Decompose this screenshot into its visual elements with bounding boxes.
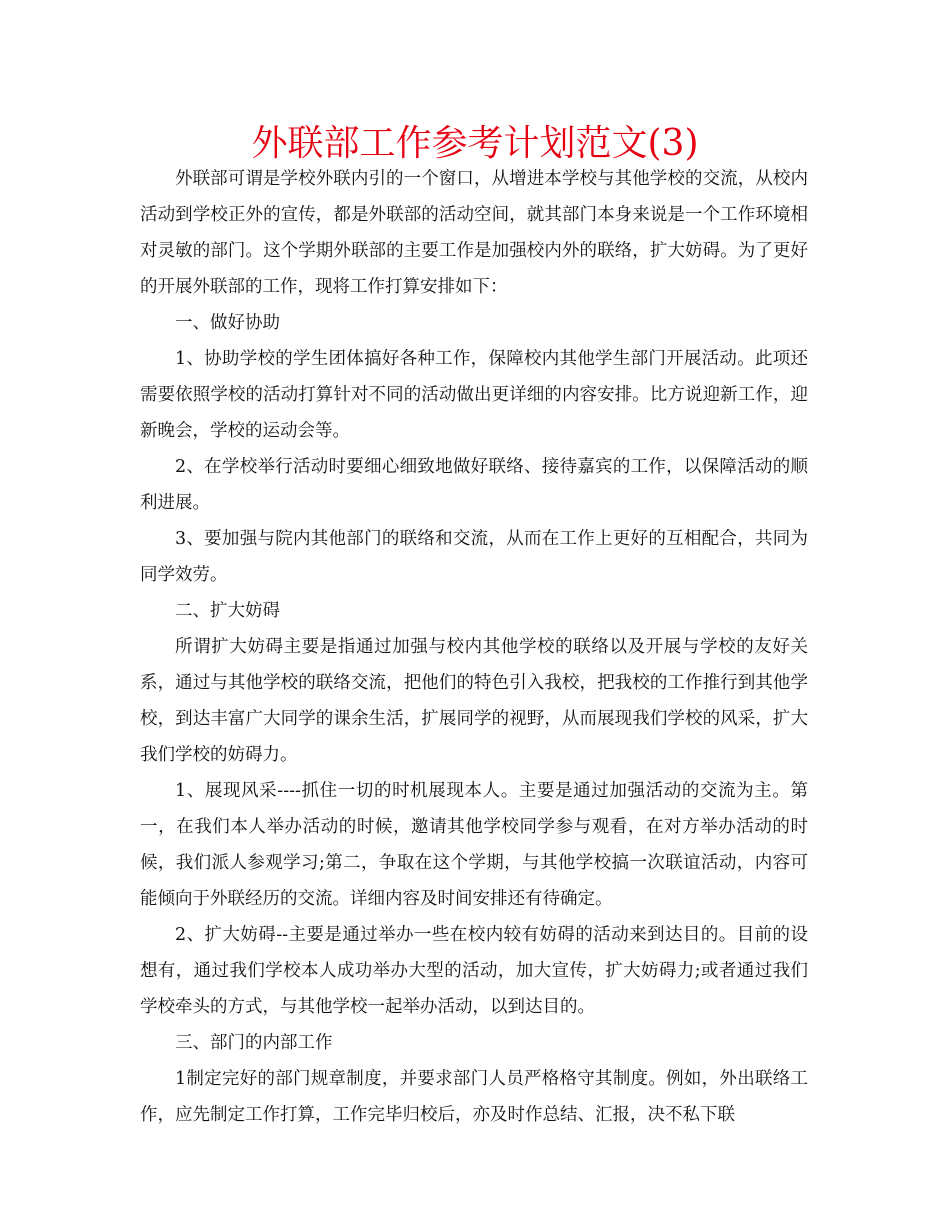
paragraph: 2、在学校举行活动时要细心细致地做好联络、接待嘉宾的工作，以保障活动的顺利进展。 xyxy=(140,457,808,513)
paragraph: 所谓扩大妨碍主要是指通过加强与校内其他学校的联络以及开展与学校的友好关系，通过与其他学校的联络交流，把他们的特色引入我校，把我校的工作推行到其他学校，到达丰富广大同学的课余生活，扩展同学的视野，从而展现我们学校的风采，扩大我们学校的妨碍力。 xyxy=(140,637,808,765)
section-heading-3: 三、部门的内部工作 xyxy=(175,1033,333,1053)
paragraph: 1、协助学校的学生团体搞好各种工作，保障校内其他学生部门开展活动。此项还需要依照学校的活动打算针对不同的活动做出更详细的内容安排。比方说迎新工作，迎新晚会，学校的运动会等。 xyxy=(140,349,808,441)
paragraph-intro: 外联部可谓是学校外联内引的一个窗口，从增进本学校与其他学校的交流，从校内活动到学校正外的宣传，都是外联部的活动空间，就其部门本身来说是一个工作环境相对灵敏的部门。这个学期外联部的主要工作是加强校内外的联络，扩大妨碍。为了更好的开展外联部的工作，现将工作打算安排如下： xyxy=(140,169,808,297)
section-heading-2: 二、扩大妨碍 xyxy=(175,601,280,621)
document-body xyxy=(140,161,808,1133)
paragraph: 1制定完好的部门规章制度，并要求部门人员严格格守其制度。例如，外出联络工作，应先制定工作打算，工作完毕归校后，亦及时作总结、汇报，决不私下联 xyxy=(140,1069,808,1125)
paragraph: 3、要加强与院内其他部门的联络和交流，从而在工作上更好的互相配合，共同为同学效劳。 xyxy=(140,529,808,585)
document-title: 外联部工作参考计划范文(3) xyxy=(251,123,699,164)
section-heading-1: 一、做好协助 xyxy=(175,313,280,333)
paragraph: 2、扩大妨碍--主要是通过举办一些在校内较有妨碍的活动来到达目的。目前的设想有，通过我们学校本人成功举办大型的活动，加大宣传，扩大妨碍力;或者通过我们学校牵头的方式，与其他学校一起举办活动，以到达目的。 xyxy=(140,925,808,1017)
paragraph: 1、展现风采----抓住一切的时机展现本人。主要是通过加强活动的交流为主。第一，在我们本人举办活动的时候，邀请其他学校同学参与观看，在对方举办活动的时候，我们派人参观学习;第二，争取在这个学期，与其他学校搞一次联谊活动，内容可能倾向于外联经历的交流。详细内容及时间安排还有待确定。 xyxy=(140,781,808,909)
